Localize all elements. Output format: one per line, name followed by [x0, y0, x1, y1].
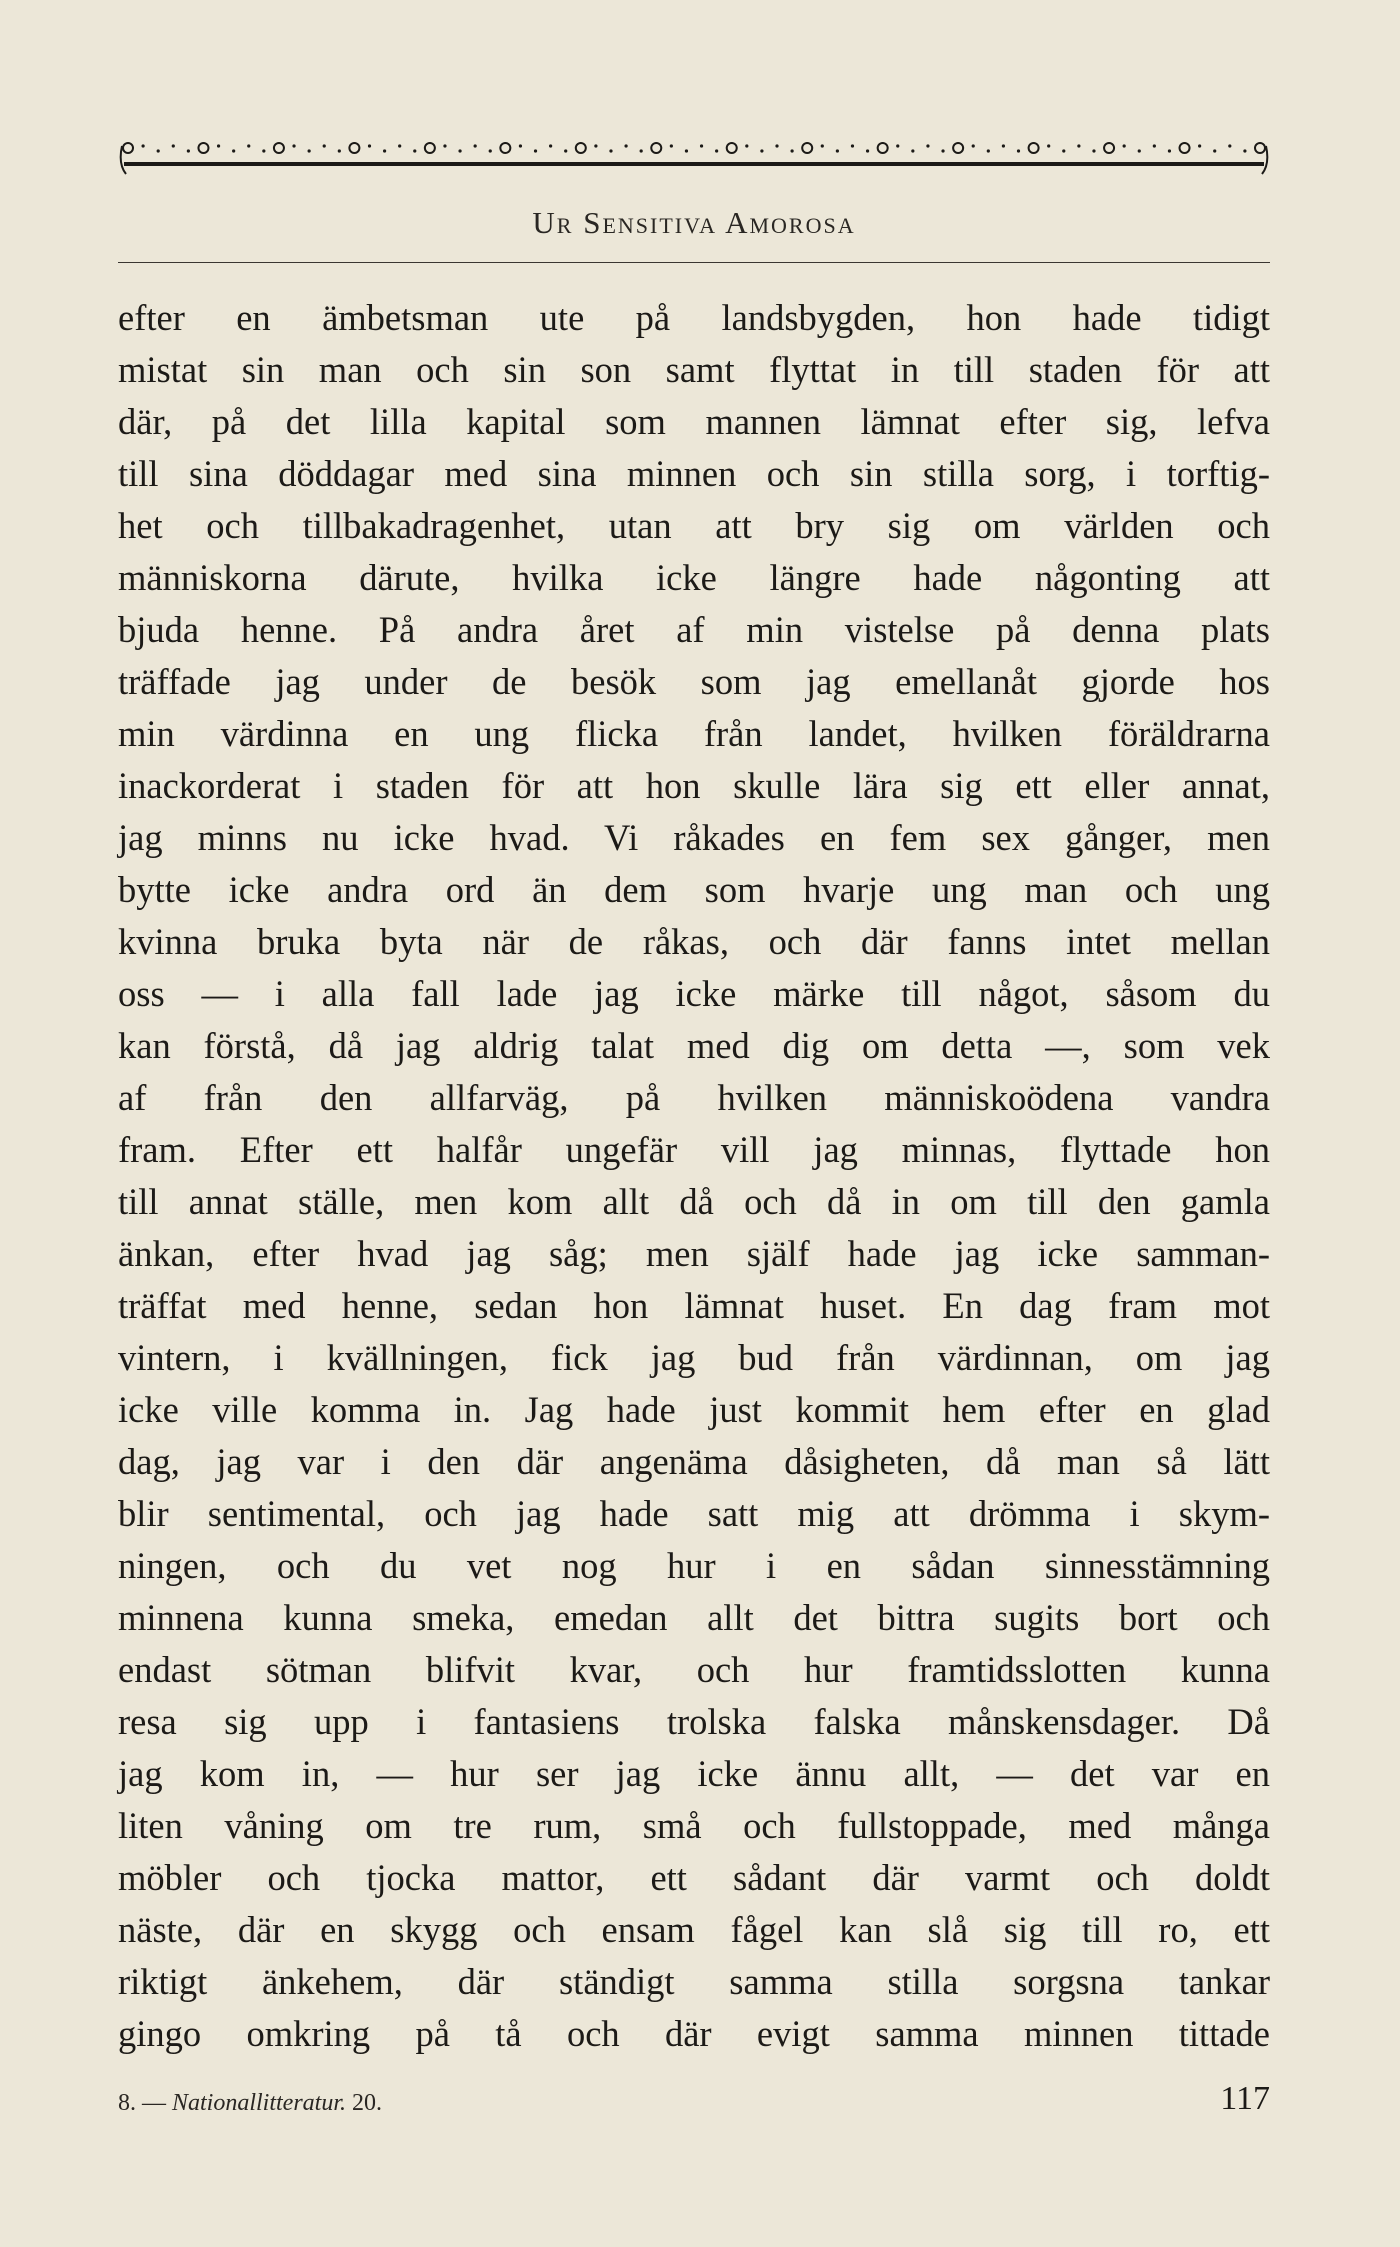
text-line: möbler och tjocka mattor, ett sådant där varmt och doldt	[118, 1857, 1270, 1898]
text-line: efter en ämbetsman ute på landsbygden, hon hade tidigt	[118, 297, 1270, 338]
ornament-dot	[262, 149, 265, 152]
ornament-dot	[791, 149, 794, 152]
text-line: icke ville komma in. Jag hade just kommit hem efter en glad	[118, 1389, 1270, 1430]
ornament-dot	[1213, 149, 1216, 152]
ornament-dot	[594, 144, 597, 147]
ornament-dot	[1243, 149, 1246, 152]
ornament-dot	[926, 144, 929, 147]
text-line: riktigt änkehem, där ständigt samma stilla sorgsna tankar	[118, 1961, 1270, 2002]
ornament-dot	[157, 149, 160, 152]
text-line: kvinna bruka byta när de råkas, och där fanns intet mellan	[118, 921, 1270, 962]
ornament-dot	[745, 144, 748, 147]
text-line: minnena kunna smeka, emedan allt det bittra sugits bort och	[118, 1597, 1270, 1638]
ornament-dot	[1228, 144, 1231, 147]
ornament-dot	[141, 144, 144, 147]
text-line: jag kom in, — hur ser jag icke ännu allt, — det var en	[118, 1753, 1270, 1794]
ornament-dot	[1092, 149, 1095, 152]
ornament-dot	[866, 149, 869, 152]
ornament-dot	[836, 149, 839, 152]
ornament-dot	[700, 144, 703, 147]
ornament-dot	[534, 149, 537, 152]
text-line: bjuda henne. På andra året af min vistelse på denna plats	[118, 609, 1270, 650]
text-line: oss — i alla fall lade jag icke märke till något, såsom du	[118, 973, 1270, 1014]
text-line: het och tillbakadragenhet, utan att bry sig om världen och	[118, 505, 1270, 546]
ornament-ring	[123, 143, 133, 153]
ornament-ring	[1029, 143, 1039, 153]
ornament-dot	[458, 149, 461, 152]
ornament-ring	[500, 143, 510, 153]
ornament-dot	[368, 144, 371, 147]
ornament-dot	[564, 149, 567, 152]
body-text	[118, 292, 1270, 2060]
ornament-dot	[1047, 144, 1050, 147]
ornament-dot	[232, 149, 235, 152]
text-line: änkan, efter hvad jag såg; men själf hade jag icke samman-	[118, 1233, 1270, 1274]
ornament-dot	[549, 144, 552, 147]
ornament-ring	[349, 143, 359, 153]
header-ornament	[118, 134, 1270, 178]
ornament-dot	[217, 144, 220, 147]
ornament-ring	[1255, 143, 1265, 153]
ornament-ring	[878, 143, 888, 153]
ornament-dot	[1062, 149, 1065, 152]
text-line: af från den allfarväg, på hvilken människoödena vandra	[118, 1077, 1270, 1118]
ornament-dot	[1123, 144, 1126, 147]
ornament-dot	[941, 149, 944, 152]
printer-signature	[118, 2090, 382, 2117]
text-line: ningen, och du vet nog hur i en sådan sinnesstämning	[118, 1545, 1270, 1586]
ornament-dot	[851, 144, 854, 147]
signature-title: Nationallitteratur.	[172, 2090, 347, 2116]
ornament-dot	[323, 144, 326, 147]
text-line: inackorderat i staden för att hon skulle lära sig ett eller annat,	[118, 765, 1270, 806]
text-line: min värdinna en ung flicka från landet, hvilken föräldrarna	[118, 713, 1270, 754]
ornament-dot	[775, 144, 778, 147]
ornament-dot	[715, 149, 718, 152]
ornament-ring	[274, 143, 284, 153]
text-line: kan förstå, då jag aldrig talat med dig om detta —, som vek	[118, 1025, 1270, 1066]
ornament-dot	[1138, 149, 1141, 152]
ornament-dot	[1153, 144, 1156, 147]
ornament-dot	[292, 144, 295, 147]
text-line: människorna därute, hvilka icke längre hade någonting att	[118, 557, 1270, 598]
ornament-ring	[651, 143, 661, 153]
ornament-dot	[760, 149, 763, 152]
ornament-dot	[413, 149, 416, 152]
ornament-ring	[802, 143, 812, 153]
ornament-dot	[398, 144, 401, 147]
page-number: 117	[1220, 2080, 1270, 2117]
ornament-ring	[1104, 143, 1114, 153]
text-line: träffade jag under de besök som jag emellanåt gjorde hos	[118, 661, 1270, 702]
text-line: där, på det lilla kapital som mannen lämnat efter sig, lefva	[118, 401, 1270, 442]
ornament-dot	[247, 144, 250, 147]
text-line: vintern, i kvällningen, fick jag bud från värdinnan, om jag	[118, 1337, 1270, 1378]
ornament-dot	[338, 149, 341, 152]
ornament-dot	[308, 149, 311, 152]
text-line: endast sötman blifvit kvar, och hur framtidsslotten kunna	[118, 1649, 1270, 1690]
text-line: gingo omkring på tå och där evigt samma minnen tittade	[118, 2013, 1270, 2054]
running-head: Ur Sensitiva Amorosa	[532, 205, 856, 240]
ornament-chain-icon	[118, 134, 1270, 178]
ornament-ring	[1180, 143, 1190, 153]
ornament-dot	[896, 144, 899, 147]
text-line: blir sentimental, och jag hade satt mig att drömma i skym-	[118, 1493, 1270, 1534]
ornament-dot	[685, 149, 688, 152]
text-line: mistat sin man och sin son samt flyttat in till staden för att	[118, 349, 1270, 390]
ornament-ring	[953, 143, 963, 153]
ornament-dot	[670, 144, 673, 147]
ornament-ring	[425, 143, 435, 153]
text-line: bytte icke andra ord än dem som hvarje ung man och ung	[118, 869, 1270, 910]
ornament-dot	[1002, 144, 1005, 147]
ornament-dot	[172, 144, 175, 147]
text-line: dag, jag var i den där angenäma dåsigheten, då man så lätt	[118, 1441, 1270, 1482]
ornament-ring	[727, 143, 737, 153]
ornament-dot	[1198, 144, 1201, 147]
text-line: resa sig upp i fantasiens trolska falska månskensdager. Då	[118, 1701, 1270, 1742]
text-line: träffat med henne, sedan hon lämnat huset. En dag fram mot	[118, 1285, 1270, 1326]
ornament-dot	[972, 144, 975, 147]
ornament-dot	[911, 149, 914, 152]
ornament-dot	[1077, 144, 1080, 147]
ornament-dot	[1017, 149, 1020, 152]
ornament-dot	[640, 149, 643, 152]
text-line: till annat ställe, men kom allt då och då in om till den gamla	[118, 1181, 1270, 1222]
signature-prefix: 8. —	[118, 2090, 172, 2116]
text-line: fram. Efter ett halfår ungefär vill jag minnas, flyttade hon	[118, 1129, 1270, 1170]
ornament-dot	[383, 149, 386, 152]
ornament-ring	[198, 143, 208, 153]
text-line: till sina döddagar med sina minnen och sin stilla sorg, i torftig-	[118, 453, 1270, 494]
text-line: näste, där en skygg och ensam fågel kan slå sig till ro, ett	[118, 1909, 1270, 1950]
text-line: jag minns nu icke hvad. Vi råkades en fem sex gånger, men	[118, 817, 1270, 858]
ornament-dot	[987, 149, 990, 152]
ornament-dot	[1168, 149, 1171, 152]
page-footer	[118, 2080, 1270, 2130]
ornament-dot	[443, 144, 446, 147]
ornament-dot	[474, 144, 477, 147]
ornament-dot	[187, 149, 190, 152]
ornament-dot	[624, 144, 627, 147]
ornament-dot	[609, 149, 612, 152]
ornament-dot	[821, 144, 824, 147]
text-line: liten våning om tre rum, små och fullstoppade, med många	[118, 1805, 1270, 1846]
header-rule	[118, 262, 1270, 263]
ornament-ring	[576, 143, 586, 153]
signature-volume: 20.	[346, 2090, 383, 2116]
ornament-dot	[519, 144, 522, 147]
ornament-dot	[489, 149, 492, 152]
